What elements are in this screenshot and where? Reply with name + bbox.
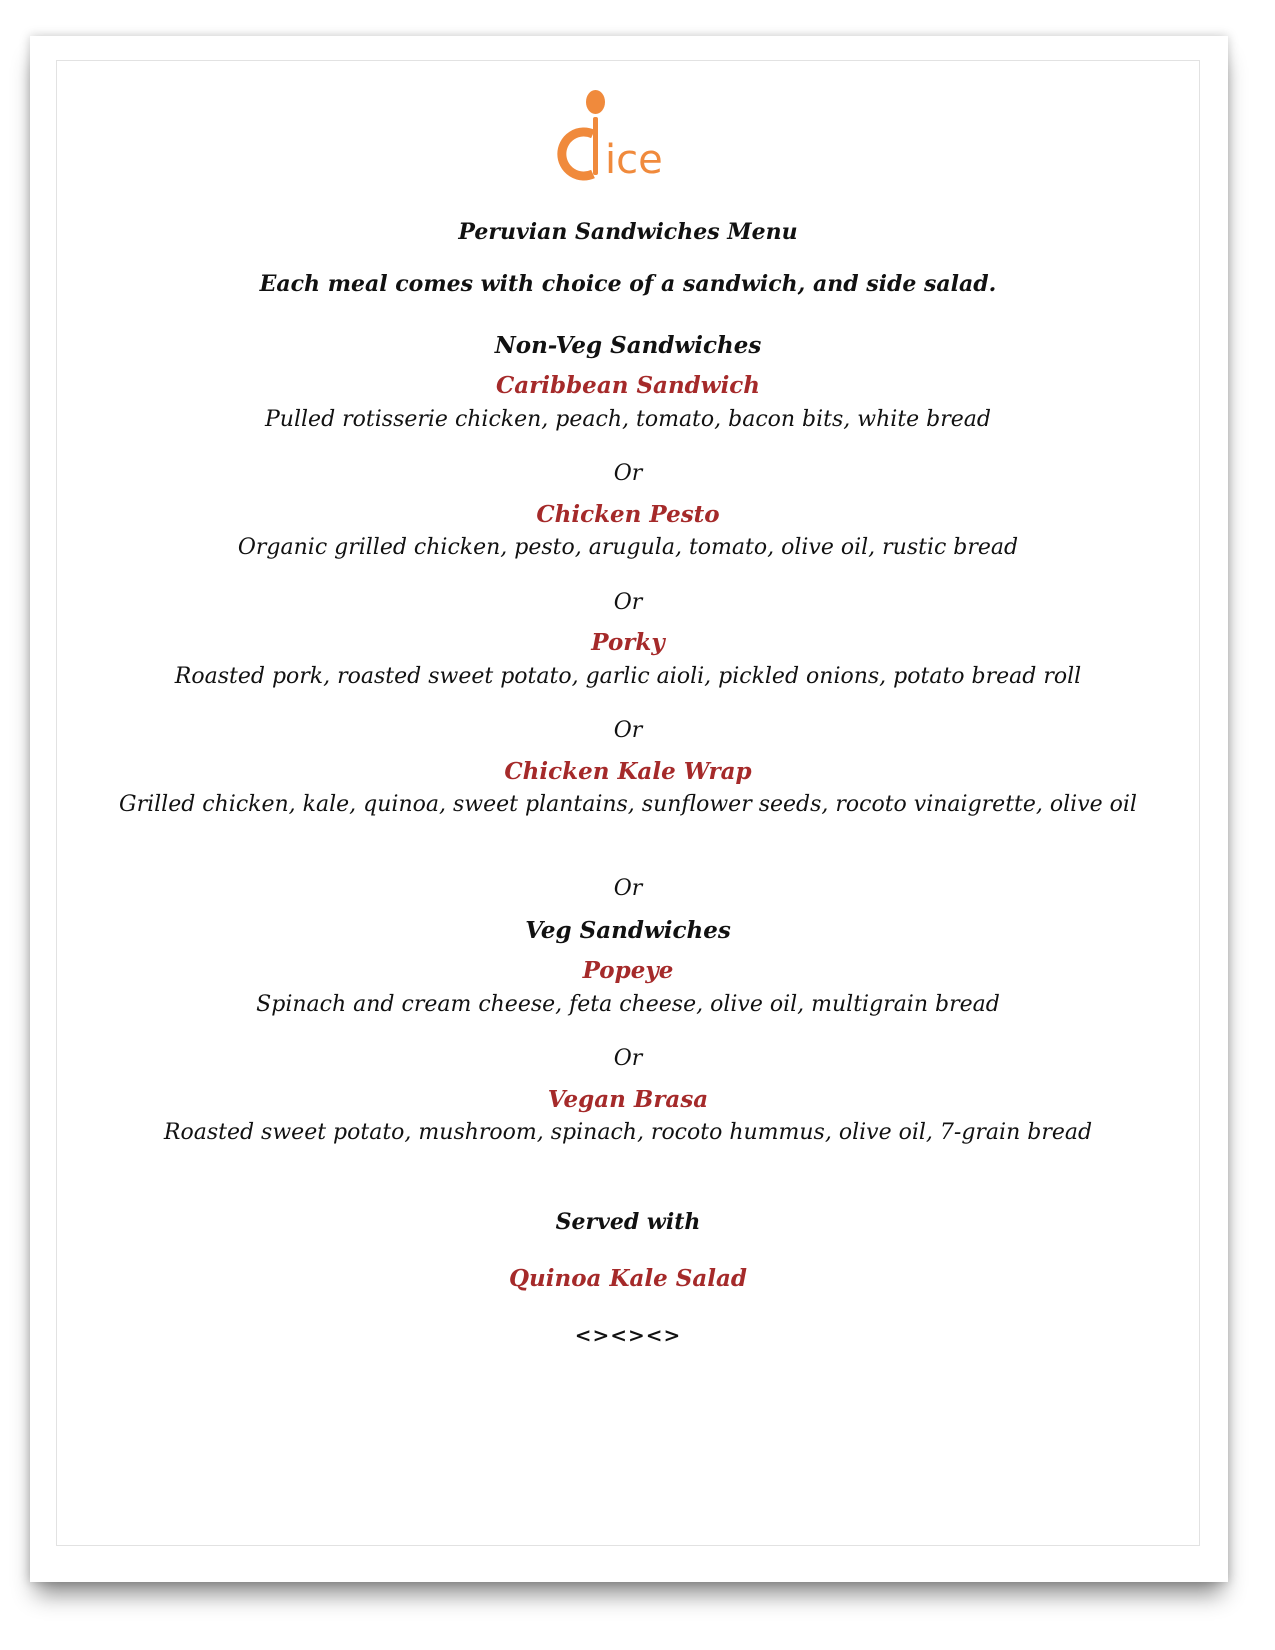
menu-item-name: Caribbean Sandwich xyxy=(495,372,761,400)
section-heading-veg: Veg Sandwiches xyxy=(525,916,731,944)
menu-item-description: Grilled chicken, kale, quinoa, sweet plantains, sunflower seeds, rocoto vinaigrette, olive oil xyxy=(119,792,1137,818)
or-separator: Or xyxy=(613,718,643,744)
menu-item-description: Roasted sweet potato, mushroom, spinach, rocoto hummus, olive oil, 7-grain bread xyxy=(163,1120,1093,1146)
section-heading-non-veg: Non-Veg Sandwiches xyxy=(494,331,762,359)
spoon-icon xyxy=(593,117,598,175)
menu-item-name: Chicken Pesto xyxy=(536,500,720,528)
menu-title: Peruvian Sandwiches Menu xyxy=(458,219,798,245)
or-separator: Or xyxy=(613,876,643,902)
menu-item-description: Spinach and cream cheese, feta cheese, olive oil, multigrain bread xyxy=(256,992,1000,1018)
menu-item-description: Roasted pork, roasted sweet potato, garlic aioli, pickled onions, potato bread roll xyxy=(174,663,1082,689)
side-salad-name: Quinoa Kale Salad xyxy=(509,1265,747,1293)
logo-d-curve xyxy=(562,132,593,176)
menu-item-name: Chicken Kale Wrap xyxy=(504,757,752,785)
or-separator: Or xyxy=(613,589,643,615)
ornament-divider: <><><> xyxy=(574,1322,682,1347)
menu-content xyxy=(57,219,1199,1347)
spoon-bowl xyxy=(586,90,605,114)
dice-logo xyxy=(57,87,1199,187)
menu-page xyxy=(56,60,1200,1546)
served-with-heading: Served with xyxy=(555,1208,701,1235)
menu-item-name: Popeye xyxy=(582,957,674,985)
menu-item-description: Pulled rotisserie chicken, peach, tomato, bacon bits, white bread xyxy=(265,406,991,432)
menu-item-name: Vegan Brasa xyxy=(547,1085,709,1113)
or-separator: Or xyxy=(613,1046,643,1072)
menu-item-name: Porky xyxy=(591,629,665,657)
dice-logo-mark xyxy=(553,87,703,187)
or-separator: Or xyxy=(613,461,643,487)
menu-subtitle: Each meal comes with choice of a sandwich, and side salad. xyxy=(259,271,997,298)
logo-text: ice xyxy=(605,137,663,183)
menu-item-description: Organic grilled chicken, pesto, arugula, tomato, olive oil, rustic bread xyxy=(237,535,1019,561)
